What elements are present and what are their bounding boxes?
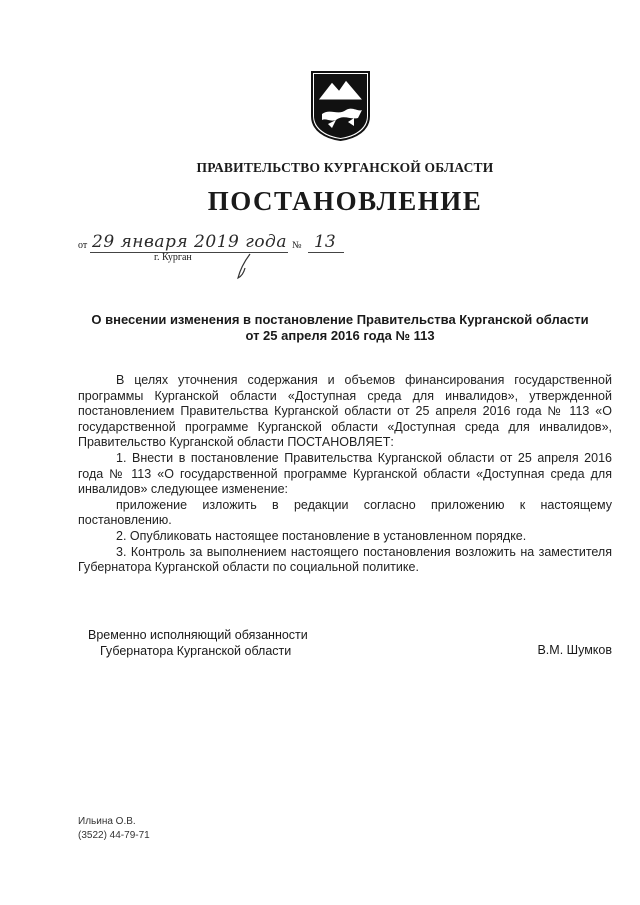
document-footer [78, 815, 150, 843]
coat-of-arms-emblem [308, 70, 373, 142]
handwritten-number: 13 [314, 232, 336, 252]
signatory-title-line-1: Временно исполняющий обязанности [88, 628, 308, 642]
number-label: № [292, 240, 302, 251]
footer-phone: (3522) 44-79-71 [78, 830, 150, 841]
date-number-row [78, 232, 378, 262]
document-subject [80, 312, 600, 344]
handwritten-date: 29 января 2019 года [92, 232, 287, 252]
date-prefix: от [78, 240, 88, 251]
body-paragraph: В целях уточнения содержания и объемов финансирования государственной программы Курганской области «Доступная среда для инвалидов», утвержденной постановлением Правительства Курганской области от 25 апреля 2016 года № 113 «О государственной программе Курганской области «Доступная среда для инвалидов», Правительство Курганской области ПОСТАНОВЛЯЕТ: [78, 373, 612, 450]
city-label: г. Курган [154, 252, 192, 263]
body-paragraph: 1. Внести в постановление Правительства Курганской области от 25 апреля 2016 года № 113 «О государственной программе Курганской области «Доступная среда для инвалидов» следующее изменение: [78, 450, 612, 497]
document-body [78, 373, 612, 576]
body-paragraph: приложение изложить в редакции согласно приложению к настоящему постановлению. [78, 497, 612, 528]
body-paragraph: 3. Контроль за выполнением настоящего постановления возложить на заместителя Губернатора Курганской области по социальной политике. [78, 544, 612, 575]
number-underline [308, 252, 344, 253]
footer-author: Ильина О.В. [78, 816, 136, 827]
signatory-title-line-2: Губернатора Курганской области [100, 644, 292, 658]
body-paragraph: 2. Опубликовать настоящее постановление в установленном порядке. [116, 528, 527, 543]
government-name: ПРАВИТЕЛЬСТВО КУРГАНСКОЙ ОБЛАСТИ [196, 160, 494, 175]
signatory-name: В.М. Шумков [537, 643, 612, 657]
signatory-title [88, 627, 308, 659]
subject-line-1: О внесении изменения в постановление Правительства Курганской области [91, 312, 589, 327]
handwritten-flourish [230, 252, 260, 282]
subject-line-2: от 25 апреля 2016 года № 113 [245, 328, 435, 343]
document-type-title: ПОСТАНОВЛЕНИЕ [207, 186, 483, 216]
